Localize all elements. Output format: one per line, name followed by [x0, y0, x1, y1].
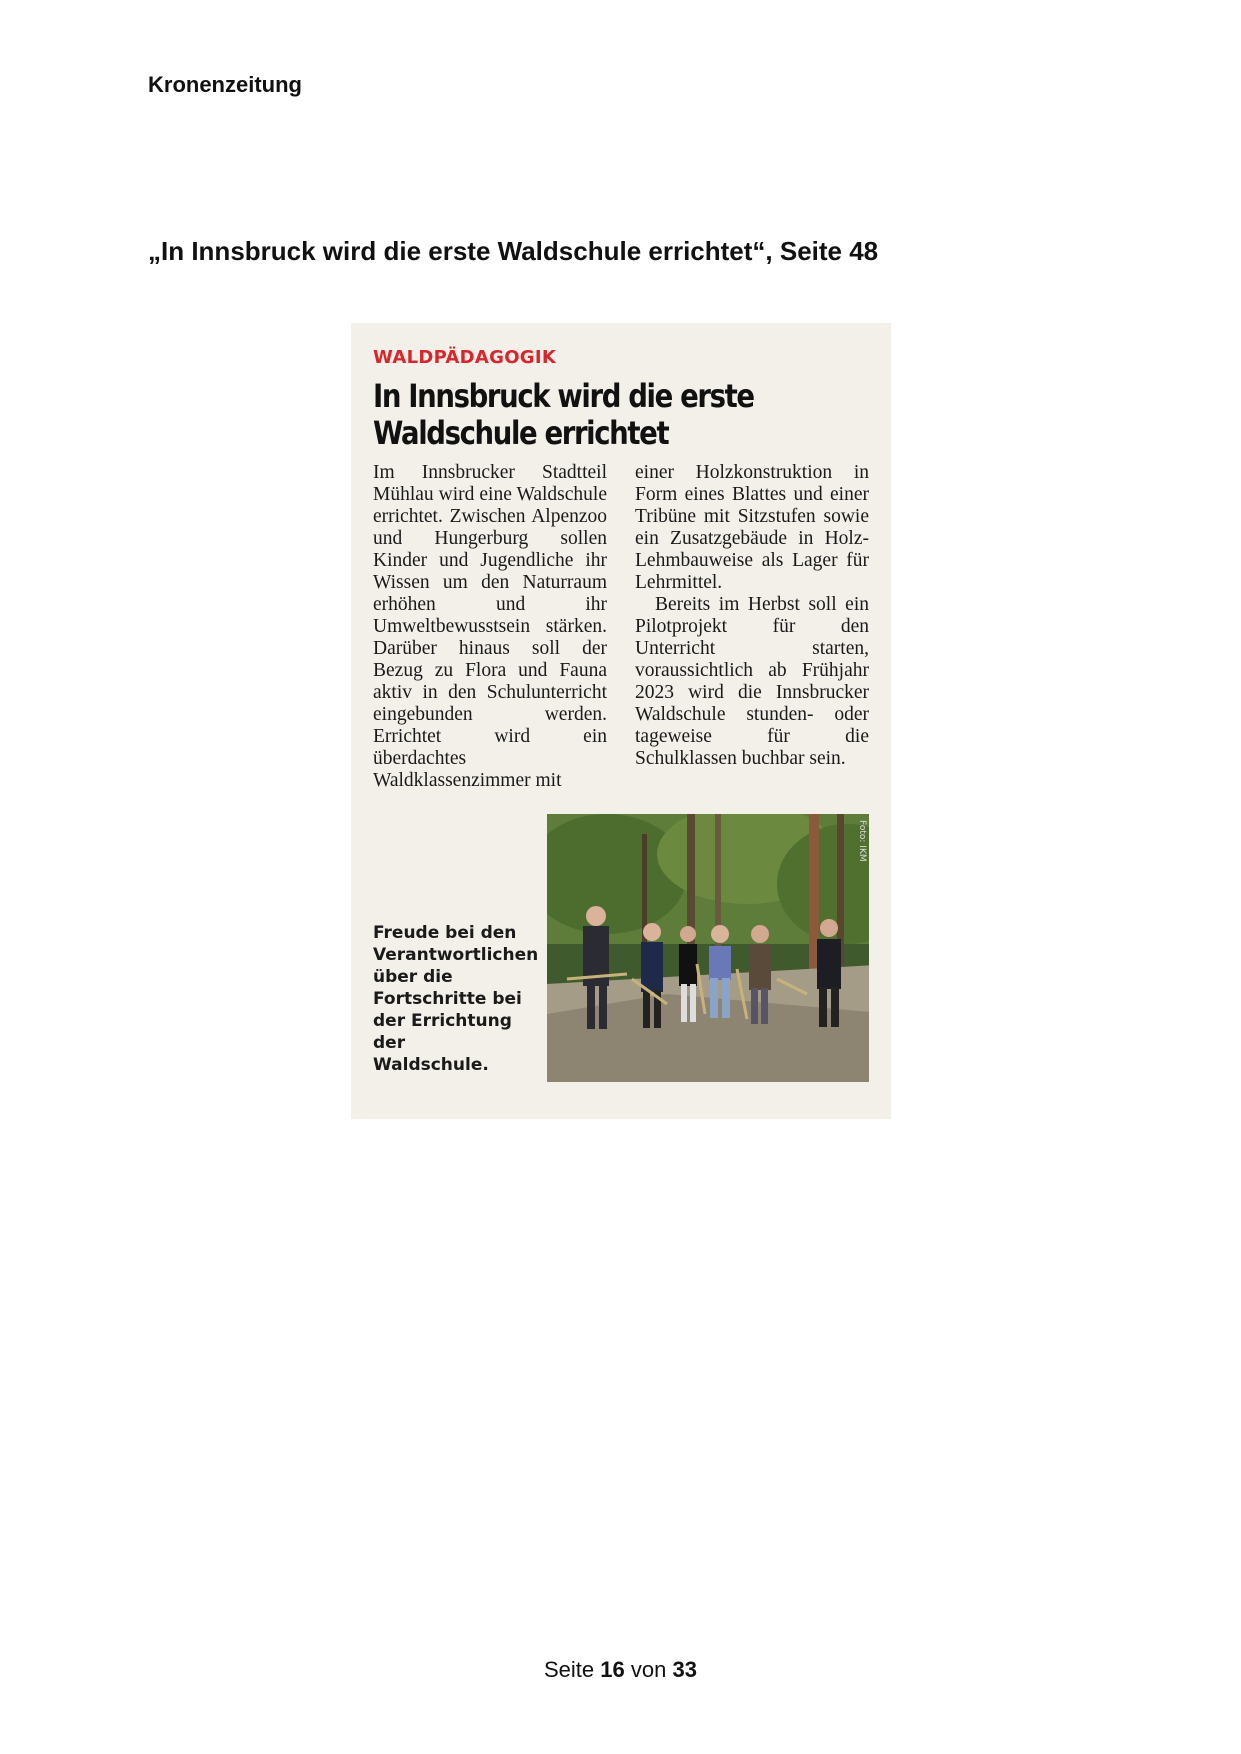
article-column-1: [373, 462, 607, 792]
article-photo: [547, 814, 869, 1082]
total-page-count: 33: [672, 1657, 697, 1682]
article-body: [373, 462, 869, 792]
footer-prefix: Seite: [544, 1657, 595, 1682]
current-page-number: 16: [600, 1657, 625, 1682]
newspaper-clipping: [351, 323, 891, 1119]
newspaper-source: Kronenzeitung: [148, 72, 302, 97]
article-column-2: [635, 462, 869, 792]
forest-groundbreaking-photo: [547, 814, 869, 1082]
photo-credit: Foto: IKM: [857, 820, 867, 862]
photo-section: [373, 814, 869, 1082]
page-footer: [0, 1657, 1241, 1683]
clipping-title: „In Innsbruck wird die erste Waldschule errichtet“, Seite 48: [148, 236, 879, 266]
article-paragraph: Bereits im Herbst soll ein Pilotprojekt für den Unterricht starten, voraussichtlich ab Frühjahr 2023 wird die Innsbrucker Waldschule stunden- oder tageweise für die Schulklassen buchbar sein.: [635, 594, 869, 769]
article-headline: [373, 378, 855, 452]
article-kicker: WALDPÄDAGOGIK: [373, 347, 557, 368]
article-paragraph: einer Holzkonstruktion in Form eines Blattes und einer Tribüne mit Sitzstufen sowie ein Zusatzgebäude in Holz-Lehmbauweise als Lager für Lehrmittel.: [635, 462, 869, 593]
headline-line-2: Waldschule errichtet: [373, 414, 669, 452]
photo-caption: Freude bei den Verantwortlichen über die Fortschritte bei der Errichtung der Waldschule.: [373, 923, 539, 1075]
footer-middle: von: [630, 1657, 667, 1682]
article-paragraph: Im Innsbrucker Stadtteil Mühlau wird eine Waldschule errichtet. Zwischen Alpenzoo und Hungerburg sollen Kinder und Jugendliche ihr Wissen um den Naturraum erhöhen und ihr Umweltbewusstsein stärken. Darüber hinaus soll der Bezug zu Flora und Fauna aktiv in den Schulunterricht eingebunden werden. Errichtet wird ein überdachtes Waldklassenzimmer mit: [373, 462, 607, 791]
headline-line-1: In Innsbruck wird die erste: [373, 377, 754, 415]
